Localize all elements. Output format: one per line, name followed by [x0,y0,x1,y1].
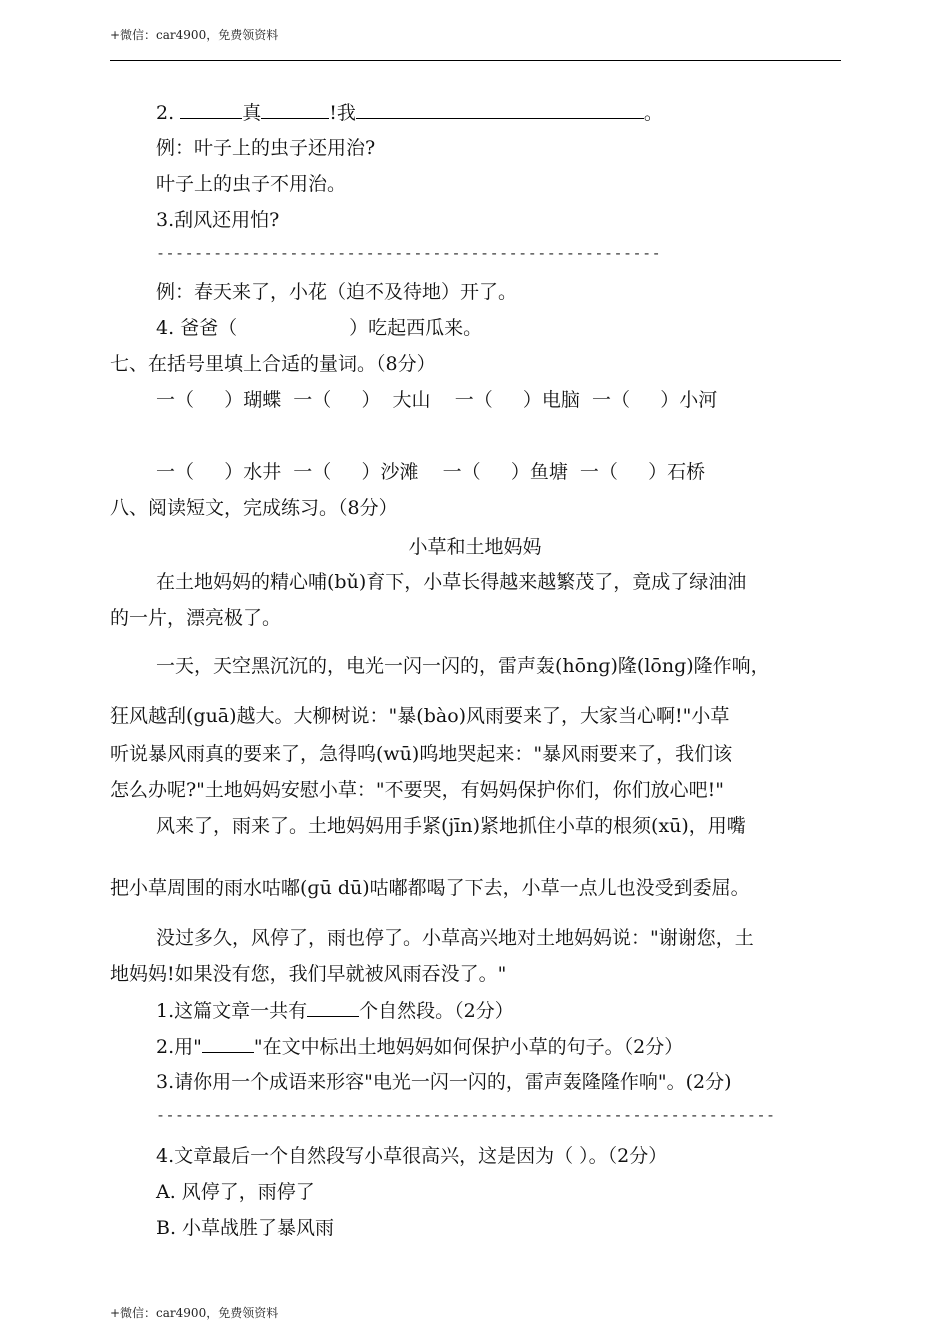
header-rule [110,60,841,61]
page-footer-watermark: +微信：car4900，免费领资料 [110,1306,279,1320]
q6-4-start: 4. 爸爸（ [156,317,238,339]
q8-2-end: "在文中标出土地妈妈如何保护小草的句子。（2分） [253,1036,684,1058]
passage-title: 小草和土地妈妈 [408,536,542,558]
passage-p2-line-4: 怎么办呢?"土地妈妈安慰小草："不要哭，有妈妈保护你们，你们放心吧!" [110,779,725,801]
section-7-heading: 七、在括号里填上合适的量词。（8分） [110,353,436,375]
question-6-2 [156,100,663,125]
q8-2-start: 2.用" [156,1036,202,1058]
q6-2-blank-2[interactable] [261,100,329,119]
passage-p3-line-2: 把小草周围的雨水咕嘟(ɡū dū)咕嘟都喝了下去，小草一点儿也没受到委屈。 [110,877,750,899]
measure-words-row-1[interactable]: 一（ ）瑚蝶 一（ ） 大山 一（ ）电脑 一（ ）小河 [156,389,718,411]
question-8-2 [156,1034,683,1059]
q8-1-start: 1.这篇文章一共有 [156,1000,308,1022]
q8-2-underline-sample [202,1034,254,1053]
q6-3-answer-line[interactable]: ----------------------------------------------------- [156,244,662,262]
passage-p4-line-1: 没过多久，风停了，雨也停了。小草高兴地对土地妈妈说："谢谢您，土 [156,927,754,949]
question-6-4 [156,316,482,340]
example-1: 例：叶子上的虫子还用治? [156,137,376,159]
q6-2-text-2: !我 [329,102,356,124]
measure-words-row-2[interactable]: 一（ ）水井 一（ ）沙滩 一（ ）鱼塘 一（ ）石桥 [156,461,706,483]
q8-1-blank[interactable] [307,998,359,1017]
q6-2-text-1: 真 [242,102,262,124]
option-b[interactable]: B. 小草战胜了暴风雨 [156,1217,335,1239]
q8-1-end: 个自然段。（2分） [359,1000,514,1022]
q8-3-answer-line[interactable]: ----------------------------------------------------------------- [156,1106,776,1124]
passage-p1-line-1: 在土地妈妈的精心哺(bǔ)育下，小草长得越来越繁茂了，竟成了绿油油 [156,571,747,593]
passage-p4-line-2: 地妈妈!如果没有您，我们早就被风雨吞没了。" [110,963,507,985]
q6-2-blank-1[interactable] [180,100,242,119]
example-1-answer: 叶子上的虫子不用治。 [156,173,347,195]
question-6-3: 3.刮风还用怕? [156,209,280,231]
passage-p2-line-2: 狂风越刮(guā)越大。大柳树说："暴(bào)风雨要来了，大家当心啊!"小草 [110,705,730,727]
passage-p2-line-3: 听说暴风雨真的要来了，急得呜(wū)呜地哭起来："暴风雨要来了，我们该 [110,743,733,765]
option-a[interactable]: A. 风停了，雨停了 [156,1181,315,1203]
passage-p1-line-2: 的一片，漂亮极了。 [110,607,282,629]
question-8-3: 3.请你用一个成语来形容"电光一闪一闪的，雷声轰隆隆作响"。(2分) [156,1071,732,1093]
passage-p3-line-1: 风来了，雨来了。土地妈妈用手紧(jīn)紧地抓住小草的根须(xū)，用嘴 [156,815,746,837]
question-8-1 [156,998,514,1023]
q6-2-blank-3[interactable] [356,100,644,119]
page-header-watermark: +微信：car4900，免费领资料 [110,28,279,42]
passage-p2-line-1: 一天，天空黑沉沉的，电光一闪一闪的，雷声轰(hōnɡ)隆(lōnɡ)隆作响， [156,655,770,677]
q6-2-number: 2. [156,102,175,124]
q6-4-end: ）吃起西瓜来。 [349,317,483,339]
q6-2-end: 。 [643,102,663,124]
question-8-4[interactable]: 4.文章最后一个自然段写小草很高兴，这是因为（ ）。（2分） [156,1145,668,1167]
example-2: 例：春天来了，小花（迫不及待地）开了。 [156,281,518,303]
section-8-heading: 八、阅读短文，完成练习。（8分） [110,497,398,519]
